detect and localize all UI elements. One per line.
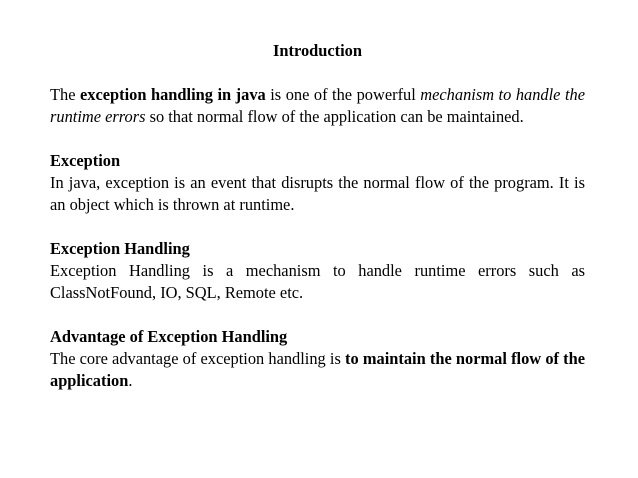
intro-text-2: is one of the powerful	[265, 85, 421, 104]
document-page	[50, 40, 585, 414]
intro-text-1: The	[50, 85, 81, 104]
exception-handling-section	[50, 238, 585, 304]
advantage-section	[50, 326, 585, 392]
exception-handling-heading: Exception Handling	[50, 239, 190, 258]
advantage-text-2: .	[128, 371, 133, 390]
exception-handling-text: Exception Handling is a mechanism to handle runtime errors such as ClassNotFound, IO, SQL, Remote etc.	[50, 261, 585, 302]
exception-heading: Exception	[50, 151, 121, 170]
intro-paragraph	[50, 84, 585, 128]
intro-bold-term: exception handling in java	[80, 85, 266, 104]
page-title: Introduction	[273, 41, 362, 60]
intro-italic-phrase: mechanism to handle the runtime errors	[50, 85, 585, 126]
advantage-text-1: The core advantage of exception handling is	[50, 349, 346, 368]
exception-text: In java, exception is an event that disrupts the normal flow of the program. It is an object which is thrown at runtime.	[50, 173, 585, 214]
advantage-heading: Advantage of Exception Handling	[50, 327, 288, 346]
advantage-bold-phrase: to maintain the normal flow of the application	[50, 349, 586, 390]
exception-section	[50, 150, 585, 216]
intro-text-3: so that normal flow of the application can be maintained.	[145, 107, 524, 126]
